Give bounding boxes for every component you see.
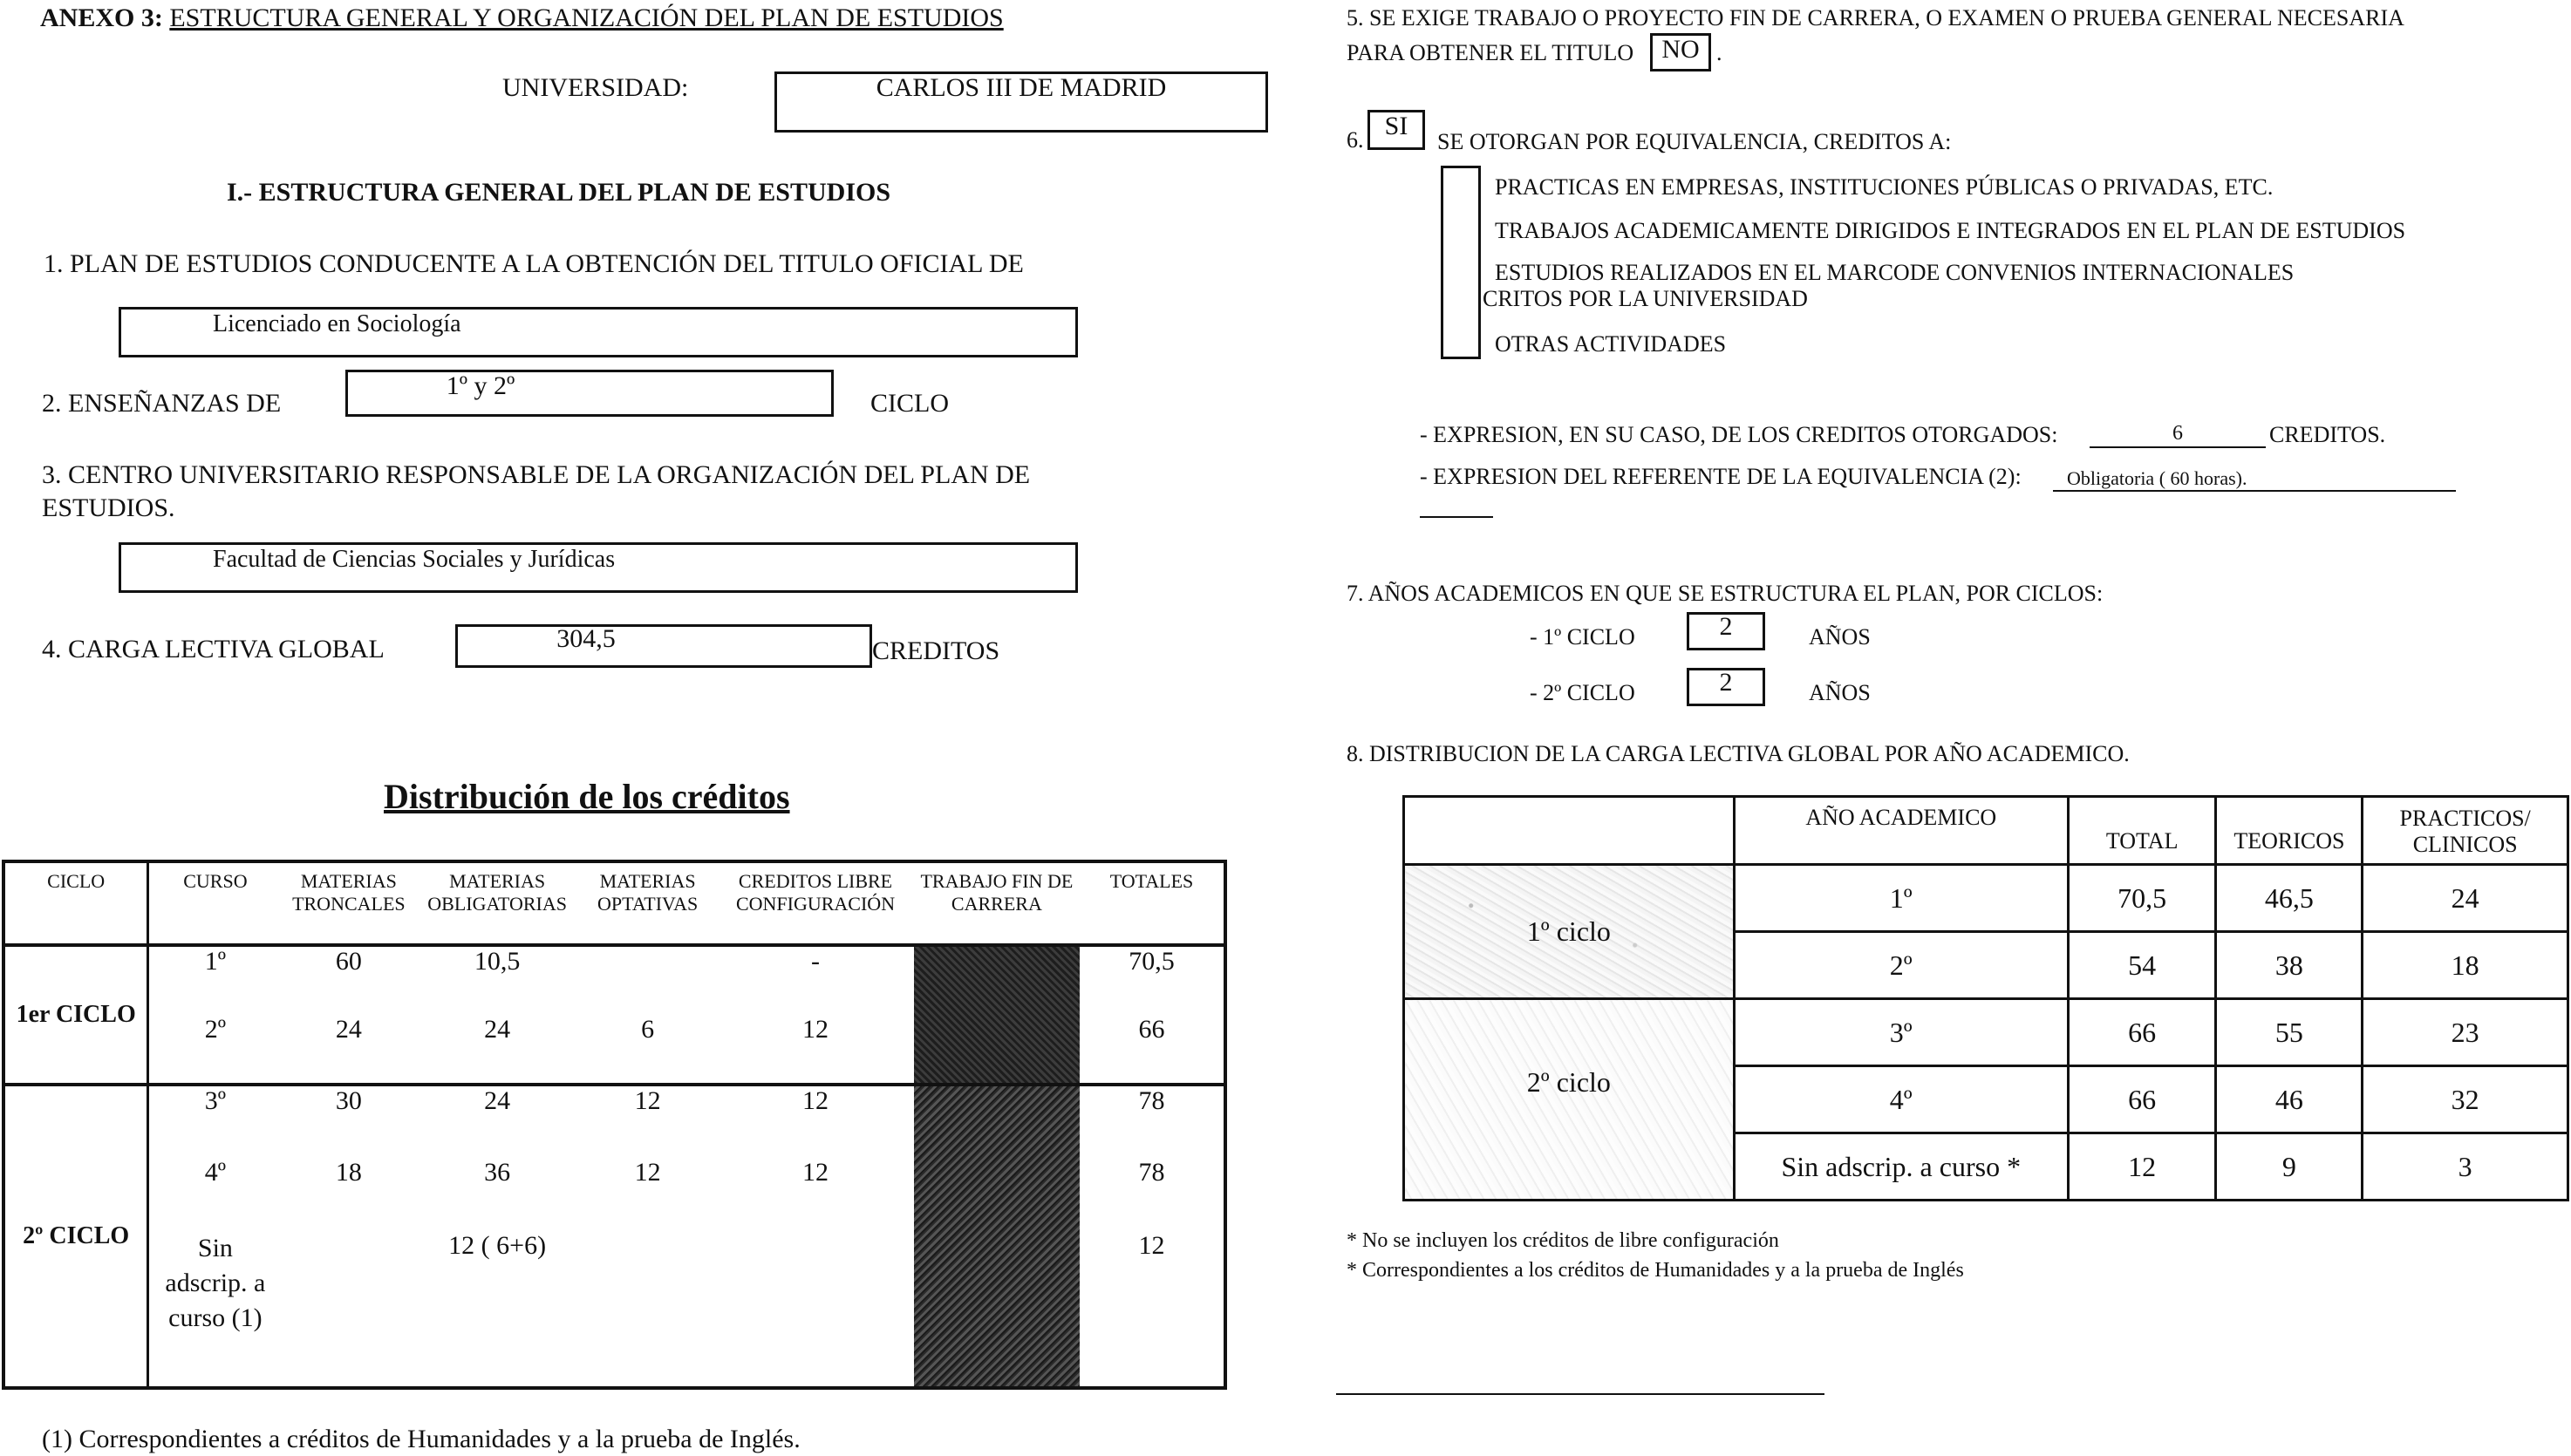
ciclo2-label: 2º CICLO <box>3 1085 148 1388</box>
item1-label: 1. PLAN DE ESTUDIOS CONDUCENTE A LA OBTENCIÓN DEL TITULO OFICIAL DE <box>44 249 1024 278</box>
trabajo-fill-ciclo2 <box>914 1085 1080 1388</box>
item6-text: SE OTORGAN POR EQUIVALENCIA, CREDITOS A: <box>1437 129 1952 154</box>
t-ciclo2-label: 2º ciclo <box>1404 999 1735 1201</box>
row1-obligatorias: 10,5 <box>416 945 578 1015</box>
t-row3-total: 66 <box>2068 999 2216 1066</box>
header-empty <box>1404 797 1735 865</box>
section-title: I.- ESTRUCTURA GENERAL DEL PLAN DE ESTUDIOS <box>227 178 891 207</box>
item6-number: 6. <box>1347 127 1364 153</box>
credits-table <box>2 860 1227 1390</box>
bottom-rule <box>1336 1393 1824 1395</box>
t-row3-practicos: 23 <box>2363 999 2568 1066</box>
header-ciclo: CICLO <box>3 861 148 945</box>
ciclo1-years-unit: AÑOS <box>1809 624 1871 650</box>
header-obligatorias: MATERIAS OBLIGATORIAS <box>427 870 567 915</box>
header-teoricos: TEORICOS <box>2216 797 2363 865</box>
item8-text: 8. DISTRIBUCION DE LA CARGA LECTIVA GLOBAL POR AÑO ACADEMICO. <box>1347 741 2130 766</box>
t-row5-practicos: 3 <box>2363 1133 2568 1201</box>
ciclo1-label: 1er CICLO <box>3 945 148 1085</box>
item5-end: . <box>1716 40 1722 65</box>
row5-optativas <box>578 1231 717 1388</box>
row3-obligatorias: 24 <box>416 1085 578 1158</box>
row2-troncales: 24 <box>335 1015 362 1044</box>
t-row4-practicos: 32 <box>2363 1066 2568 1133</box>
expr1-value: 6 <box>2172 422 2183 445</box>
t-row3-teoricos: 55 <box>2216 999 2363 1066</box>
row4-troncales: 18 <box>335 1158 362 1187</box>
header-total: TOTAL <box>2068 797 2216 865</box>
t-row1-total: 70,5 <box>2068 865 2216 932</box>
trabajo-fill-ciclo1 <box>914 945 1080 1085</box>
t-row4-teoricos: 46 <box>2216 1066 2363 1133</box>
university-label: UNIVERSIDAD: <box>502 73 689 102</box>
t-ciclo1-label: 1º ciclo <box>1404 865 1735 999</box>
row2-totales: 66 <box>1138 1015 1165 1044</box>
annual-load-table <box>1402 795 2569 1201</box>
option-estudios-b: CRITOS POR LA UNIVERSIDAD <box>1483 286 1808 311</box>
row2-optativas: 6 <box>641 1015 655 1044</box>
row4-curso: 4º <box>204 1158 227 1187</box>
t-row1-teoricos: 46,5 <box>2216 865 2363 932</box>
header-totales: TOTALES <box>1109 870 1194 892</box>
row3-totales: 78 <box>1080 1085 1225 1158</box>
expr1-suffix: CREDITOS. <box>2269 422 2386 447</box>
t-row4-total: 66 <box>2068 1066 2216 1133</box>
distribution-title: Distribución de los créditos <box>384 777 790 816</box>
item2-label: 2. ENSEÑANZAS DE <box>42 389 282 418</box>
row5-libre <box>717 1231 914 1388</box>
item5-line-a: 5. SE EXIGE TRABAJO O PROYECTO FIN DE CARRERA, O EXAMEN O PRUEBA GENERAL NECESARIA <box>1347 5 2404 31</box>
ciclo1-years-value: 2 <box>1719 612 1733 641</box>
left-footnote: (1) Correspondientes a créditos de Humanidades y a la prueba de Inglés. <box>42 1425 801 1453</box>
expr1-label: - EXPRESION, EN SU CASO, DE LOS CREDITOS OTORGADOS: <box>1420 422 2058 447</box>
row2-obligatorias: 24 <box>484 1015 511 1044</box>
note-2: * Correspondientes a los créditos de Humanidades y a la prueba de Inglés <box>1347 1259 1964 1282</box>
ciclo2-years-value: 2 <box>1719 668 1733 697</box>
item5-line-b: PARA OBTENER EL TITULO <box>1347 40 1634 65</box>
item3-label-a: 3. CENTRO UNIVERSITARIO RESPONSABLE DE LA ORGANIZACIÓN DEL PLAN DE <box>42 460 1031 489</box>
t-row5-total: 12 <box>2068 1133 2216 1201</box>
t-row4-ano: 4º <box>1734 1066 2068 1133</box>
item7-text: 7. AÑOS ACADEMICOS EN QUE SE ESTRUCTURA EL PLAN, POR CICLOS: <box>1347 581 2104 606</box>
header-practicos: PRACTICOS/ CLINICOS <box>2363 797 2568 865</box>
item2-value: 1º y 2º <box>446 371 515 400</box>
t-row1-ano: 1º <box>1734 865 2068 932</box>
row3-libre: 12 <box>717 1085 914 1158</box>
row5-obligatorias: 12 ( 6+6) <box>448 1231 547 1260</box>
expr2-label: - EXPRESION DEL REFERENTE DE LA EQUIVALENCIA (2): <box>1420 464 2022 489</box>
item1-value: Licenciado en Sociología <box>213 310 461 337</box>
item3-value: Facultad de Ciencias Sociales y Jurídicas <box>213 546 616 573</box>
annex-title: ESTRUCTURA GENERAL Y ORGANIZACIÓN DEL PLAN DE ESTUDIOS <box>169 3 1004 32</box>
option-trabajos: TRABAJOS ACADEMICAMENTE DIRIGIDOS E INTEGRADOS EN EL PLAN DE ESTUDIOS <box>1495 218 2406 243</box>
header-optativas: MATERIAS OPTATIVAS <box>597 870 699 915</box>
row4-totales: 78 <box>1138 1158 1165 1187</box>
header-trabajo: TRABAJO FIN DE CARRERA <box>920 870 1074 915</box>
row5-curso: Sin adscrip. a curso (1) <box>165 1234 266 1332</box>
row5-troncales <box>281 1231 416 1388</box>
row3-optativas: 12 <box>578 1085 717 1158</box>
t-row3-ano: 3º <box>1734 999 2068 1066</box>
row3-curso: 3º <box>148 1085 282 1158</box>
row1-libre: - <box>717 945 914 1015</box>
item5-value: NO <box>1661 35 1700 64</box>
item4-label: 4. CARGA LECTIVA GLOBAL <box>42 635 385 663</box>
row3-troncales: 30 <box>281 1085 416 1158</box>
header-curso: CURSO <box>183 870 248 892</box>
row1-totales: 70,5 <box>1080 945 1225 1015</box>
option-practicas: PRACTICAS EN EMPRESAS, INSTITUCIONES PÚBLICAS O PRIVADAS, ETC. <box>1495 174 2274 200</box>
row4-libre: 12 <box>802 1158 829 1187</box>
ciclo1-years-label: - 1º CICLO <box>1530 624 1635 650</box>
t-row5-ano: Sin adscrip. a curso * <box>1734 1133 2068 1201</box>
row5-totales: 12 <box>1138 1231 1165 1260</box>
row2-curso: 2º <box>204 1015 227 1044</box>
header-ano: AÑO ACADEMICO <box>1734 797 2068 865</box>
ciclo2-years-unit: AÑOS <box>1809 680 1871 705</box>
expr2-continuation-line <box>1420 516 1493 518</box>
t-row5-teoricos: 9 <box>2216 1133 2363 1201</box>
row1-optativas <box>578 945 717 1015</box>
row1-troncales: 60 <box>281 945 416 1015</box>
t-row2-ano: 2º <box>1734 932 2068 999</box>
row2-libre: 12 <box>802 1015 829 1044</box>
expr1-underline <box>2090 446 2266 448</box>
item3-label-b: ESTUDIOS. <box>42 493 175 522</box>
t-row2-teoricos: 38 <box>2216 932 2363 999</box>
t-row1-practicos: 24 <box>2363 865 2568 932</box>
t-row2-practicos: 18 <box>2363 932 2568 999</box>
row4-obligatorias: 36 <box>484 1158 511 1187</box>
university-value: CARLOS III DE MADRID <box>876 73 1167 102</box>
option-estudios-a: ESTUDIOS REALIZADOS EN EL MARCODE CONVENIOS INTERNACIONALES <box>1495 260 2295 285</box>
item6-value: SI <box>1384 112 1408 140</box>
t-row2-total: 54 <box>2068 932 2216 999</box>
annex-label: ANEXO 3: <box>40 3 163 32</box>
ciclo2-years-label: - 2º CICLO <box>1530 680 1635 705</box>
expr2-underline <box>2053 490 2456 492</box>
note-1: * No se incluyen los créditos de libre configuración <box>1347 1229 1779 1252</box>
item6-options-box <box>1441 166 1481 359</box>
item4-value: 304,5 <box>556 624 616 653</box>
header-troncales: MATERIAS TRONCALES <box>292 870 406 915</box>
option-otras: OTRAS ACTIVIDADES <box>1495 331 1727 357</box>
expr2-value: Obligatoria ( 60 horas). <box>2067 467 2247 489</box>
row1-curso: 1º <box>148 945 282 1015</box>
header-libre: CREDITOS LIBRE CONFIGURACIÓN <box>735 870 896 915</box>
item2-suffix: CICLO <box>870 389 949 418</box>
item4-suffix: CREDITOS <box>872 636 1000 665</box>
row4-optativas: 12 <box>634 1158 661 1187</box>
annex-heading <box>40 3 1004 33</box>
